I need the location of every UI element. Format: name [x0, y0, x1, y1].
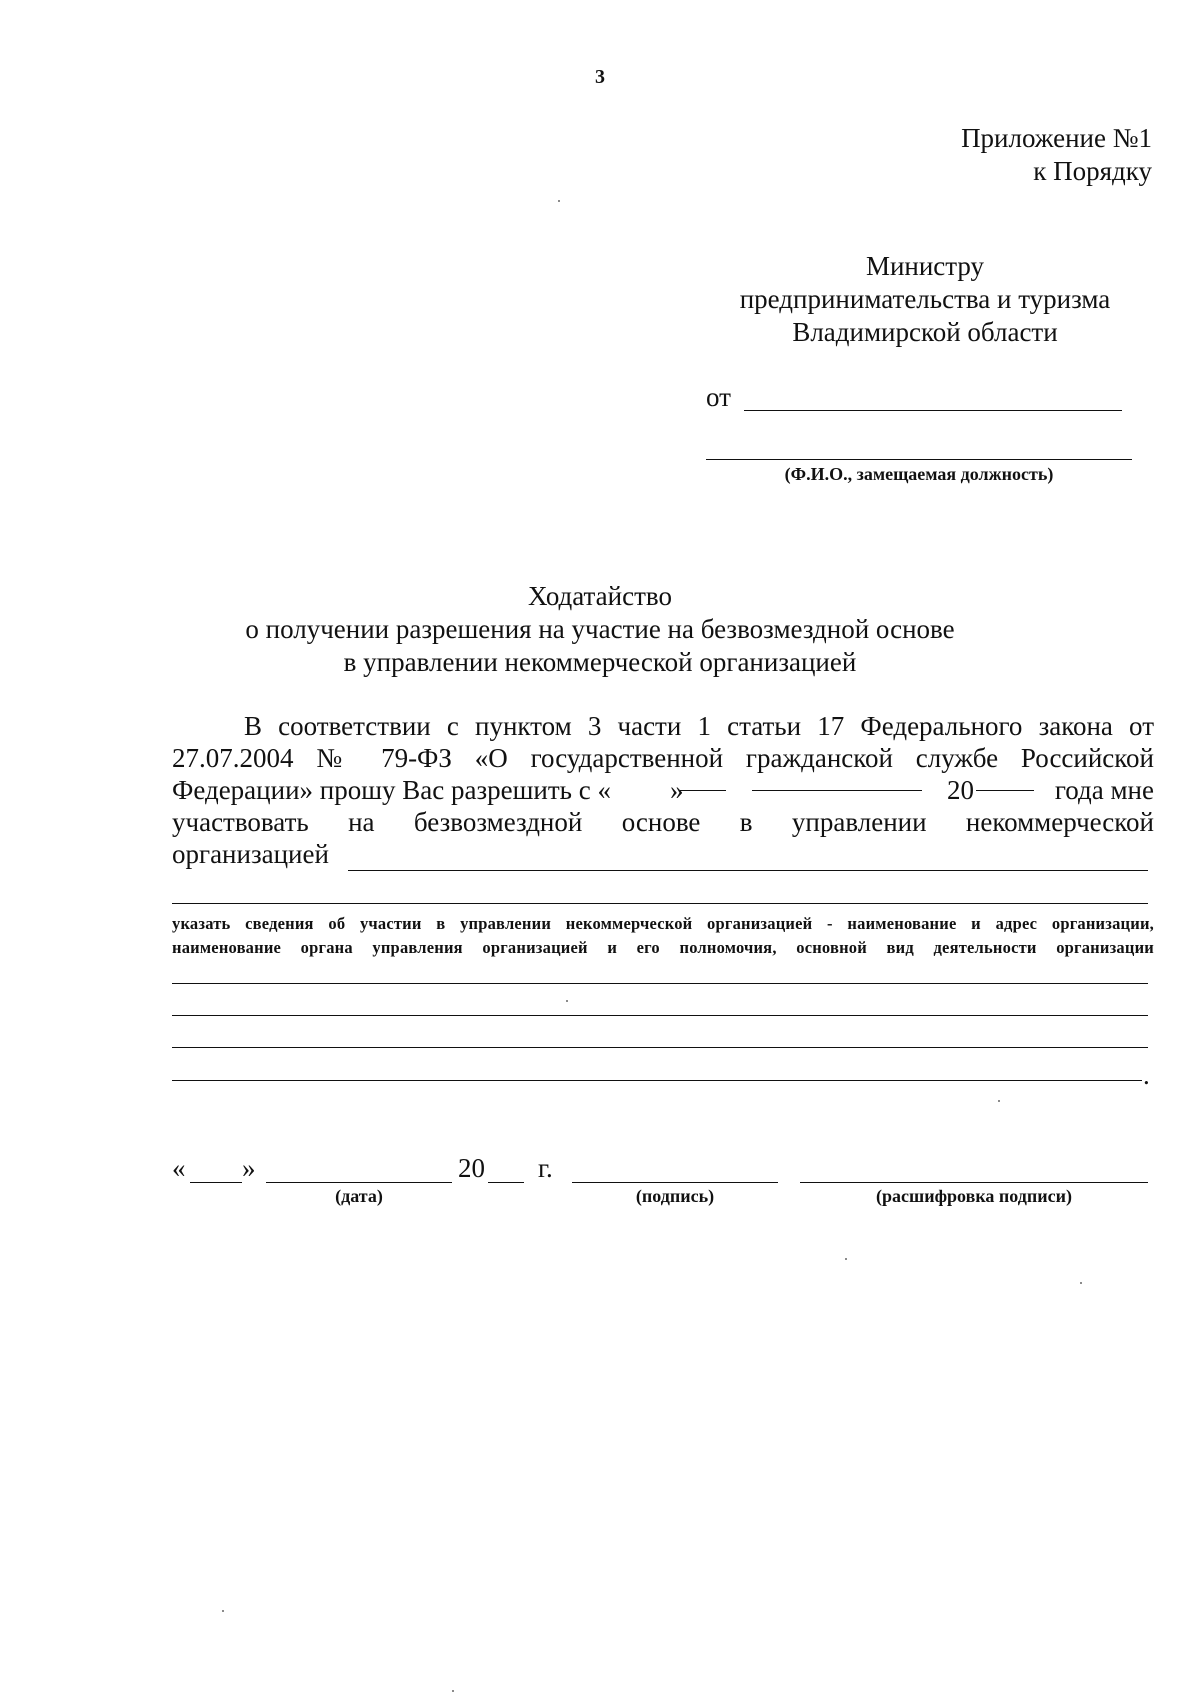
organization-hint: [172, 912, 1154, 960]
details-line-2[interactable]: [172, 1015, 1148, 1016]
body-line-3-year-prefix: 20: [947, 775, 974, 805]
page-number: 3: [595, 66, 605, 88]
signature-field[interactable]: [572, 1182, 778, 1183]
body-line-5: организацией: [172, 839, 329, 869]
sign-close-quote: »: [242, 1153, 256, 1183]
scan-speck: [998, 1100, 1000, 1102]
appendix-line-1: Приложение №1: [961, 123, 1152, 153]
sign-year-field[interactable]: [488, 1182, 524, 1183]
sign-open-quote: «: [172, 1153, 186, 1183]
body-line-2: 27.07.2004 № 79-ФЗ «О государственной гражданской службе Российской: [172, 743, 1154, 773]
from-position-field[interactable]: [706, 459, 1132, 460]
details-end-dot: .: [1143, 1060, 1150, 1090]
organization-field[interactable]: [348, 870, 1148, 871]
details-line-3[interactable]: [172, 1047, 1148, 1048]
body-line-1: В соответствии с пунктом 3 части 1 статьи 17 Федерального закона от: [244, 711, 1154, 741]
scan-speck: [845, 1258, 847, 1260]
hint-line-2: наименование органа управления организацией и его полномочия, основной вид деятельности организации: [172, 938, 1154, 957]
body-line-4: участвовать на безвозмездной основе в управлении некоммерческой: [172, 807, 1154, 837]
from-label: от: [706, 382, 731, 412]
start-year-field[interactable]: [976, 790, 1034, 791]
from-caption: (Ф.И.О., замещаемая должность): [784, 464, 1054, 484]
scan-speck: [566, 1000, 568, 1002]
appendix-header: [961, 122, 1152, 188]
scan-speck: [1080, 1282, 1082, 1284]
start-month-field[interactable]: [752, 790, 922, 791]
start-day-field[interactable]: [680, 790, 726, 791]
scan-speck: [222, 1610, 224, 1612]
addressee-line-1: Министру: [865, 251, 985, 281]
decoding-caption: (расшифровка подписи): [876, 1186, 1072, 1206]
body-line-3-end: года мне: [1054, 775, 1154, 805]
sign-month-field[interactable]: [266, 1182, 452, 1183]
addressee-line-3: Владимирской области: [792, 317, 1058, 347]
document-title: [0, 580, 1200, 679]
date-caption: (дата): [335, 1186, 383, 1206]
details-line-4[interactable]: [172, 1080, 1142, 1081]
hint-line-1: указать сведения об участии в управлении некоммерческой организацией - наименование и адрес организации,: [172, 914, 1154, 933]
title-line-3: в управлении некоммерческой организацией: [343, 647, 857, 677]
sign-year-suffix: г.: [538, 1153, 553, 1183]
organization-field-line-2[interactable]: [172, 903, 1148, 904]
sign-day-field[interactable]: [190, 1182, 242, 1183]
appendix-line-2: к Порядку: [1033, 156, 1152, 186]
title-line-2: о получении разрешения на участие на безвозмездной основе: [245, 614, 955, 644]
sign-year-prefix: 20: [458, 1153, 485, 1183]
signature-decoding-field[interactable]: [800, 1182, 1148, 1183]
addressee-block: [690, 250, 1160, 349]
scan-speck: [558, 200, 560, 202]
from-name-field[interactable]: [744, 410, 1122, 411]
body-line-3-start: Федерации» прошу Вас разрешить с «: [172, 775, 611, 805]
title-line-1: Ходатайство: [528, 581, 672, 611]
addressee-line-2: предпринимательства и туризма: [739, 284, 1111, 314]
body-line-3-quote-close: »: [670, 775, 684, 805]
scan-speck: [452, 1690, 454, 1692]
signature-caption: (подпись): [635, 1186, 715, 1206]
details-line-1[interactable]: [172, 983, 1148, 984]
